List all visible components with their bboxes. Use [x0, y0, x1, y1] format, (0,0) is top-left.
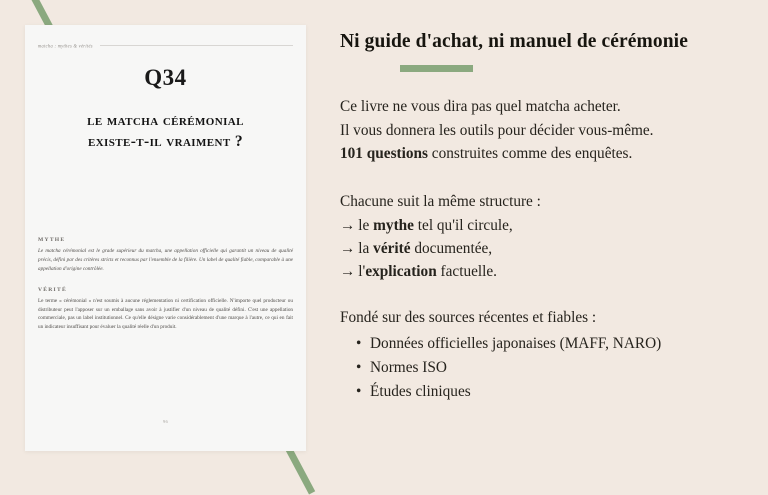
sources-section [340, 307, 752, 404]
slide-content-column [340, 0, 752, 475]
structure-item-mythe-bold: mythe [373, 216, 414, 234]
arrow-right-icon: → [340, 216, 356, 234]
running-header-rule [100, 45, 293, 46]
structure-item-verite-prefix: la [358, 240, 374, 258]
mythe-label: MYTHE [38, 236, 66, 243]
book-page-inner [38, 25, 293, 451]
question-title-line-1: le matcha cérémonial [87, 112, 244, 129]
list-item [356, 356, 752, 380]
book-page-card [25, 25, 306, 451]
lead-line-3-rest: construites comme des enquêtes. [427, 145, 633, 163]
structure-item-verite-bold: vérité [373, 240, 411, 258]
lead-line-3 [340, 142, 752, 165]
structure-item-explication-suffix: factuelle. [436, 263, 498, 281]
structure-item-explication-bold: explication [365, 263, 437, 281]
structure-item-explication-prefix: l' [358, 263, 366, 281]
slide-title: Ni guide d'achat, ni manuel de cérémonie [340, 31, 688, 52]
mythe-section [38, 237, 293, 274]
lead-line-1: Ce livre ne vous dira pas quel matcha acheter. [340, 98, 621, 116]
arrow-right-icon: → [340, 263, 356, 281]
accent-divider-bar [400, 65, 473, 72]
structure-intro: Chacune suit la même structure : [340, 192, 541, 210]
running-header [38, 43, 293, 48]
structure-item-mythe-prefix: le [358, 216, 374, 234]
question-number: Q34 [144, 65, 187, 90]
sources-list [340, 332, 752, 404]
page-folio-number: 96 [162, 419, 169, 424]
structure-item-mythe-suffix: tel qu'il circule, [413, 216, 513, 234]
bullet-dot-icon: • [356, 382, 362, 400]
list-item [356, 332, 752, 356]
list-item [356, 380, 752, 404]
mythe-body: Le matcha cérémonial est le grade supérieur du matcha, une appellation officielle qui garantit un niveau de qualité précis, défini par des critères stricts et reconnus par l'ensemble de la filière. Un label de qualité fiable, comparable à une appellation d'origine contrôlée. [38, 247, 293, 272]
bullet-dot-icon: • [356, 334, 362, 352]
arrow-right-icon: → [340, 240, 356, 258]
structure-item-explication [340, 260, 752, 283]
sources-item-text: Données officielles japonaises (MAFF, NARO) [370, 334, 662, 352]
structure-item-verite-suffix: documentée, [410, 240, 493, 258]
structure-section [340, 190, 752, 284]
verite-body: Le terme « cérémonial » n'est soumis à aucune réglementation ni certification officielle. N'importe quel producteur ou distributeur peut l'apposer sur un emballage sans avoir à justifier d'un niveau de qualité défini. C'est une appellation commerciale, pas un label institutionnel. Ce qu'elle désigne varie considérablement d'une marque à l'autre, ce qui en fait un indicateur insuffisant pour évaluer la qualité réelle d'un produit. [38, 297, 293, 331]
verite-label: VÉRITÉ [38, 286, 67, 293]
running-header-text: matcha : mythes & vérités [38, 42, 93, 49]
bullet-dot-icon: • [356, 358, 362, 376]
lead-line-2: Il vous donnera les outils pour décider vous-même. [340, 121, 654, 139]
question-title [38, 110, 293, 153]
lead-paragraph [340, 95, 752, 165]
sources-item-text: Normes ISO [370, 358, 447, 376]
sources-intro: Fondé sur des sources récentes et fiables : [340, 308, 597, 326]
structure-item-verite [340, 237, 752, 260]
verite-section [38, 287, 293, 333]
sources-item-text: Études cliniques [370, 382, 471, 400]
structure-item-mythe [340, 214, 752, 237]
lead-line-3-emphasis: 101 questions [340, 145, 428, 163]
question-title-line-2: existe-t-il vraiment ? [87, 133, 244, 151]
